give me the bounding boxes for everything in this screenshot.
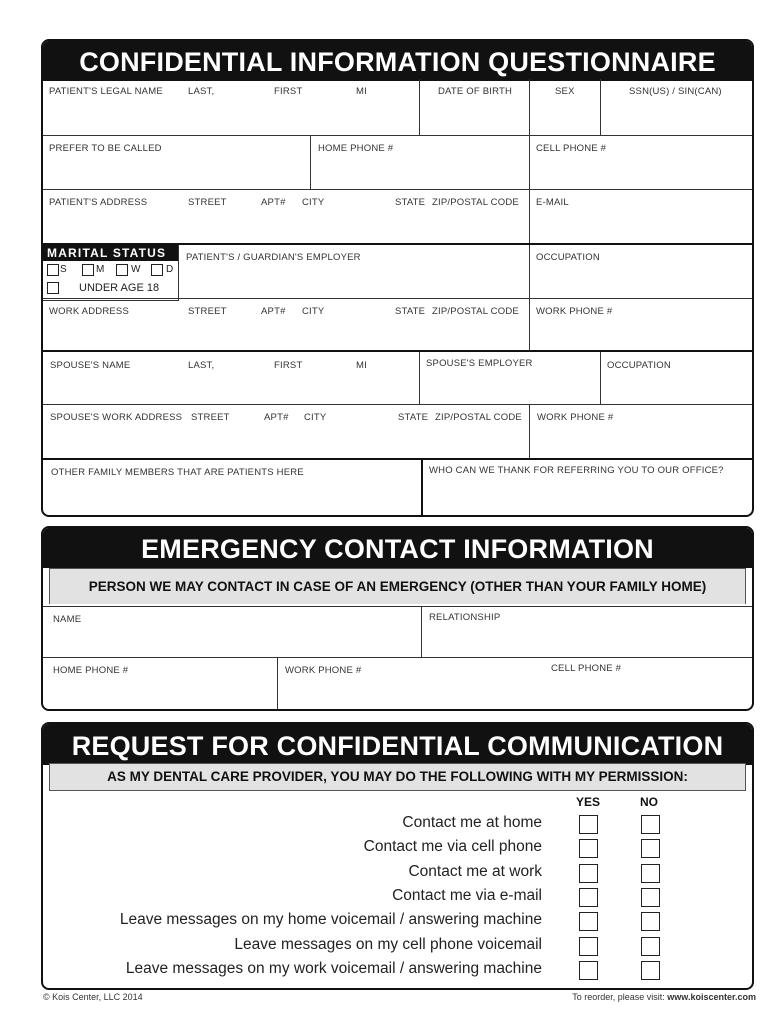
home-phone-field[interactable] — [310, 136, 529, 190]
first-label: FIRST — [274, 86, 303, 97]
row-emergency-name — [43, 606, 752, 658]
no-checkbox[interactable] — [641, 864, 660, 883]
communication-subtitle: AS MY DENTAL CARE PROVIDER, YOU MAY DO THE FOLLOWING WITH MY PERMISSION: — [49, 763, 746, 791]
date-of-birth-label: DATE OF BIRTH — [438, 86, 513, 97]
marital-w-checkbox[interactable] — [116, 264, 128, 276]
marital-w-label: W — [131, 264, 141, 275]
marital-status-heading: MARITAL STATUS — [43, 245, 178, 261]
legal-name-field[interactable] — [43, 79, 419, 136]
option-label: Leave messages on my home voicemail / answering machine — [119, 911, 542, 928]
zip-label: ZIP/POSTAL CODE — [435, 412, 522, 423]
marital-s-checkbox[interactable] — [47, 264, 59, 276]
row-spouse — [43, 350, 752, 405]
row-legal-name — [43, 79, 752, 136]
prefer-to-be-called-field[interactable] — [43, 136, 310, 190]
spouse-work-address-label: SPOUSE'S WORK ADDRESS — [50, 412, 183, 423]
option-row — [43, 885, 752, 909]
emergency-contact-section — [41, 526, 754, 711]
first-label: FIRST — [274, 360, 303, 371]
option-row — [43, 836, 752, 860]
spouse-employer-label: SPOUSE'S EMPLOYER — [426, 358, 533, 369]
option-label: Contact me via cell phone — [363, 838, 542, 855]
city-label: CITY — [302, 197, 325, 208]
marital-m-label: M — [96, 264, 105, 275]
other-family-members-field[interactable] — [43, 460, 421, 517]
spouse-occupation-label: OCCUPATION — [607, 360, 671, 371]
no-checkbox[interactable] — [641, 912, 660, 931]
yes-checkbox[interactable] — [579, 961, 598, 980]
emergency-name-label: NAME — [53, 614, 82, 625]
street-label: STREET — [188, 306, 227, 317]
no-checkbox[interactable] — [641, 839, 660, 858]
emergency-name-field[interactable] — [43, 607, 421, 658]
communication-title: REQUEST FOR CONFIDENTIAL COMMUNICATION — [43, 724, 752, 765]
yes-checkbox[interactable] — [579, 815, 598, 834]
marital-s-label: S — [60, 264, 67, 275]
emergency-home-phone-field[interactable] — [43, 658, 277, 711]
spouse-employer-field[interactable] — [419, 352, 600, 405]
city-label: CITY — [304, 412, 327, 423]
last-label: LAST, — [188, 86, 215, 97]
under-age-18-checkbox[interactable] — [47, 282, 59, 294]
emergency-cell-phone-field[interactable] — [542, 658, 754, 711]
spouse-work-phone-label: WORK PHONE # — [537, 412, 614, 423]
street-label: STREET — [191, 412, 230, 423]
patient-address-label: PATIENT'S ADDRESS — [49, 197, 148, 208]
spouse-work-phone-field[interactable] — [529, 405, 754, 459]
ssn-label: SSN(US) / SIN(CAN) — [629, 86, 722, 97]
row-prefer — [43, 135, 752, 190]
option-label: Contact me via e-mail — [392, 887, 542, 904]
marital-d-label: D — [166, 264, 174, 275]
emergency-work-phone-label: WORK PHONE # — [285, 665, 362, 676]
row-work-address — [43, 298, 752, 351]
city-label: CITY — [302, 306, 325, 317]
spouse-work-address-field[interactable] — [43, 405, 529, 459]
spouse-name-field[interactable] — [43, 352, 419, 405]
option-row — [43, 958, 752, 982]
yes-header: YES — [576, 795, 601, 809]
row-address — [43, 189, 752, 244]
option-label: Contact me at home — [402, 814, 542, 831]
reorder-link[interactable]: www.koiscenter.com — [667, 992, 756, 1002]
state-label: STATE — [398, 412, 429, 423]
sex-field[interactable] — [529, 79, 600, 136]
row-emergency-phones — [43, 657, 752, 711]
option-label: Contact me at work — [408, 863, 542, 880]
patient-address-field[interactable] — [43, 190, 529, 244]
cell-phone-field[interactable] — [529, 136, 754, 190]
option-row — [43, 934, 752, 958]
occupation-label: OCCUPATION — [536, 252, 600, 263]
emergency-cell-phone-label: CELL PHONE # — [551, 663, 622, 674]
option-label: Leave messages on my work voicemail / answering machine — [125, 960, 542, 977]
row-employer — [43, 243, 752, 299]
referral-field[interactable] — [421, 460, 754, 517]
other-family-members-label: OTHER FAMILY MEMBERS THAT ARE PATIENTS HERE — [51, 467, 304, 478]
reorder-text — [572, 992, 756, 1002]
home-phone-label: HOME PHONE # — [318, 143, 394, 154]
employer-label: PATIENT'S / GUARDIAN'S EMPLOYER — [186, 252, 361, 263]
no-header: NO — [640, 795, 658, 809]
street-label: STREET — [188, 197, 227, 208]
emergency-home-phone-label: HOME PHONE # — [53, 665, 129, 676]
emergency-subtitle: PERSON WE MAY CONTACT IN CASE OF AN EMERGENCY (OTHER THAN YOUR FAMILY HOME) — [49, 568, 746, 604]
cell-phone-label: CELL PHONE # — [536, 143, 607, 154]
yes-checkbox[interactable] — [579, 864, 598, 883]
mi-label: MI — [356, 86, 367, 97]
work-phone-field[interactable] — [529, 299, 754, 351]
referral-label: WHO CAN WE THANK FOR REFERRING YOU TO OUR OFFICE? — [429, 465, 724, 476]
option-label: Leave messages on my cell phone voicemail — [234, 936, 542, 953]
prefer-to-be-called-label: PREFER TO BE CALLED — [49, 143, 162, 154]
marital-d-checkbox[interactable] — [151, 264, 163, 276]
option-row — [43, 861, 752, 885]
yes-checkbox[interactable] — [579, 937, 598, 956]
last-label: LAST, — [188, 360, 215, 371]
emergency-work-phone-field[interactable] — [277, 658, 542, 711]
relationship-field[interactable] — [421, 607, 754, 658]
emergency-title: EMERGENCY CONTACT INFORMATION — [43, 528, 752, 568]
row-family-referral — [43, 458, 752, 517]
state-label: STATE — [395, 197, 426, 208]
no-checkbox[interactable] — [641, 937, 660, 956]
zip-label: ZIP/POSTAL CODE — [432, 306, 519, 317]
no-checkbox[interactable] — [641, 961, 660, 980]
yes-checkbox[interactable] — [579, 912, 598, 931]
option-row — [43, 909, 752, 933]
yes-checkbox[interactable] — [579, 888, 598, 907]
under-age-18-label: UNDER AGE 18 — [79, 282, 160, 294]
work-address-field[interactable] — [43, 299, 529, 351]
state-label: STATE — [395, 306, 426, 317]
work-phone-label: WORK PHONE # — [536, 306, 613, 317]
communication-section — [41, 722, 754, 990]
work-address-label: WORK ADDRESS — [49, 306, 129, 317]
row-spouse-work-address — [43, 404, 752, 459]
marital-status-box — [43, 245, 179, 301]
occupation-field[interactable] — [529, 245, 754, 299]
confidential-information-section — [41, 39, 754, 517]
patients-legal-name-label: PATIENT'S LEGAL NAME — [49, 86, 163, 97]
marital-m-checkbox[interactable] — [82, 264, 94, 276]
apt-label: APT# — [264, 412, 289, 423]
ssn-field[interactable] — [600, 79, 754, 136]
reorder-prefix: To reorder, please visit: — [572, 992, 668, 1002]
zip-label: ZIP/POSTAL CODE — [432, 197, 519, 208]
spouse-name-label: SPOUSE'S NAME — [50, 360, 131, 371]
date-of-birth-field[interactable] — [419, 79, 529, 136]
relationship-label: RELATIONSHIP — [429, 612, 501, 623]
copyright-text: © Kois Center, LLC 2014 — [43, 992, 143, 1002]
spouse-occupation-field[interactable] — [600, 352, 754, 405]
apt-label: APT# — [261, 306, 286, 317]
email-field[interactable] — [529, 190, 754, 244]
email-label: E-MAIL — [536, 197, 569, 208]
mi-label: MI — [356, 360, 367, 371]
no-checkbox[interactable] — [641, 888, 660, 907]
sex-label: SEX — [555, 86, 575, 97]
yes-checkbox[interactable] — [579, 839, 598, 858]
option-row — [43, 812, 752, 836]
employer-field[interactable] — [179, 245, 529, 299]
apt-label: APT# — [261, 197, 286, 208]
confidential-title: CONFIDENTIAL INFORMATION QUESTIONNAIRE — [43, 41, 752, 81]
no-checkbox[interactable] — [641, 815, 660, 834]
